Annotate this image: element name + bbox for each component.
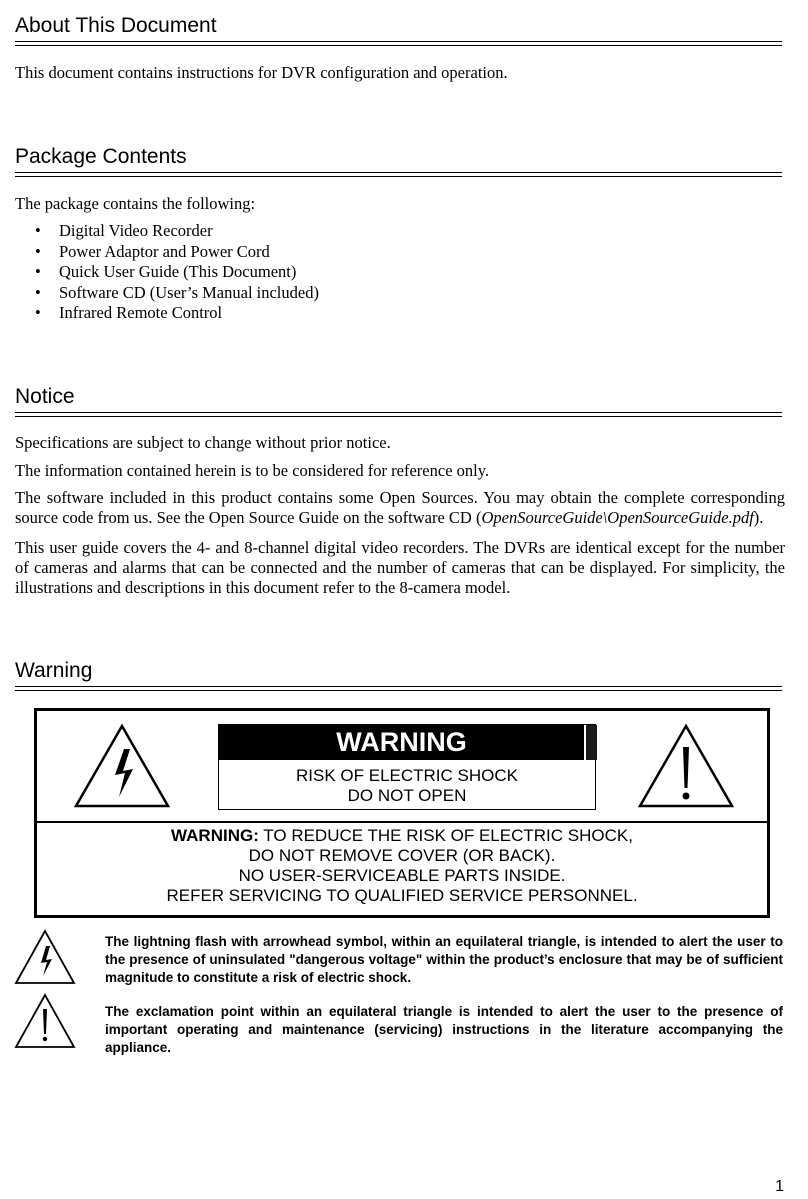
warning-banner-subtitle: RISK OF ELECTRIC SHOCK DO NOT OPEN (296, 766, 518, 805)
package-intro: The package contains the following: (15, 194, 256, 213)
section-heading-package (15, 144, 782, 177)
warning-banner (218, 724, 596, 810)
lightning-triangle-icon (73, 723, 171, 809)
section-heading-warning (15, 658, 782, 691)
section-title: About This Document (15, 14, 217, 37)
package-list (15, 221, 319, 324)
about-paragraph: This document contains instructions for DVR configuration and operation. (15, 63, 508, 82)
warning-statement: WARNING: TO REDUCE THE RISK OF ELECTRIC SHOCK, DO NOT REMOVE COVER (OR BACK). NO USER-SERVICEABLE PARTS INSIDE. REFER SERVICING TO QUALIFIED SERVICE PERSONNEL. (166, 826, 638, 905)
page-number: 1 (775, 1178, 784, 1195)
heading-rule (15, 686, 782, 691)
section-heading-about (15, 13, 782, 46)
banner-accent-bar (584, 725, 597, 760)
heading-rule (15, 41, 782, 46)
list-item: • Quick User Guide (This Document) (35, 262, 297, 281)
warning-label-box (34, 708, 770, 918)
list-item: • Software CD (User’s Manual included) (35, 282, 319, 302)
lightning-triangle-icon (14, 929, 76, 985)
bullet-icon: • (35, 241, 41, 261)
warning-label-top (37, 711, 767, 823)
exclamation-note: The exclamation point within an equilateral triangle is intended to alert the user to the presence of important operating and maintenance (servicing) instructions in the literature accompanying the appliance. (105, 1004, 783, 1055)
section-title: Notice (15, 385, 75, 408)
bullet-icon: • (35, 262, 41, 281)
bullet-icon: • (35, 303, 41, 322)
notice-paragraph-2: The information contained herein is to be considered for reference only. (15, 461, 490, 480)
heading-rule (15, 412, 782, 417)
list-item: • Infrared Remote Control (35, 303, 223, 322)
heading-rule (15, 172, 782, 177)
list-item: • Digital Video Recorder (35, 221, 213, 240)
bullet-icon: • (35, 221, 41, 240)
lightning-note: The lightning flash with arrowhead symbol, within an equilateral triangle, is intended to alert the user to the presence of uninsulated "dangerous voltage" within the product’s enclosure that may be of sufficient magnitude to constitute a risk of electric shock. (105, 934, 783, 985)
notice-paragraph-4: This user guide covers the 4- and 8-channel digital video recorders. The DVRs are identical except for the number of cameras and alarms that can be connected and the number of cameras that can be displayed. For simplicity, the illustrations and descriptions in this document refer to the 8-camera model. (15, 538, 785, 597)
warning-banner-title: WARNING (219, 725, 584, 760)
section-title: Package Contents (15, 145, 187, 168)
notice-paragraph-3: The software included in this product contains some Open Sources. You may obtain the complete corresponding source code from us. See the Open Source Guide on the software CD (OpenSourceGuide\OpenSourceGuide.pdf). (15, 488, 785, 527)
exclamation-triangle-icon (14, 993, 76, 1049)
notice-paragraph-1: Specifications are subject to change without prior notice. (15, 433, 391, 452)
warning-label: WARNING: (171, 826, 259, 845)
section-title: Warning (15, 659, 93, 682)
open-source-guide-path: OpenSourceGuide\OpenSourceGuide.pdf (481, 508, 754, 527)
list-item: • Power Adaptor and Power Cord (35, 241, 270, 261)
section-heading-notice (15, 384, 782, 417)
bullet-icon: • (35, 282, 41, 302)
exclamation-triangle-icon (637, 723, 735, 809)
